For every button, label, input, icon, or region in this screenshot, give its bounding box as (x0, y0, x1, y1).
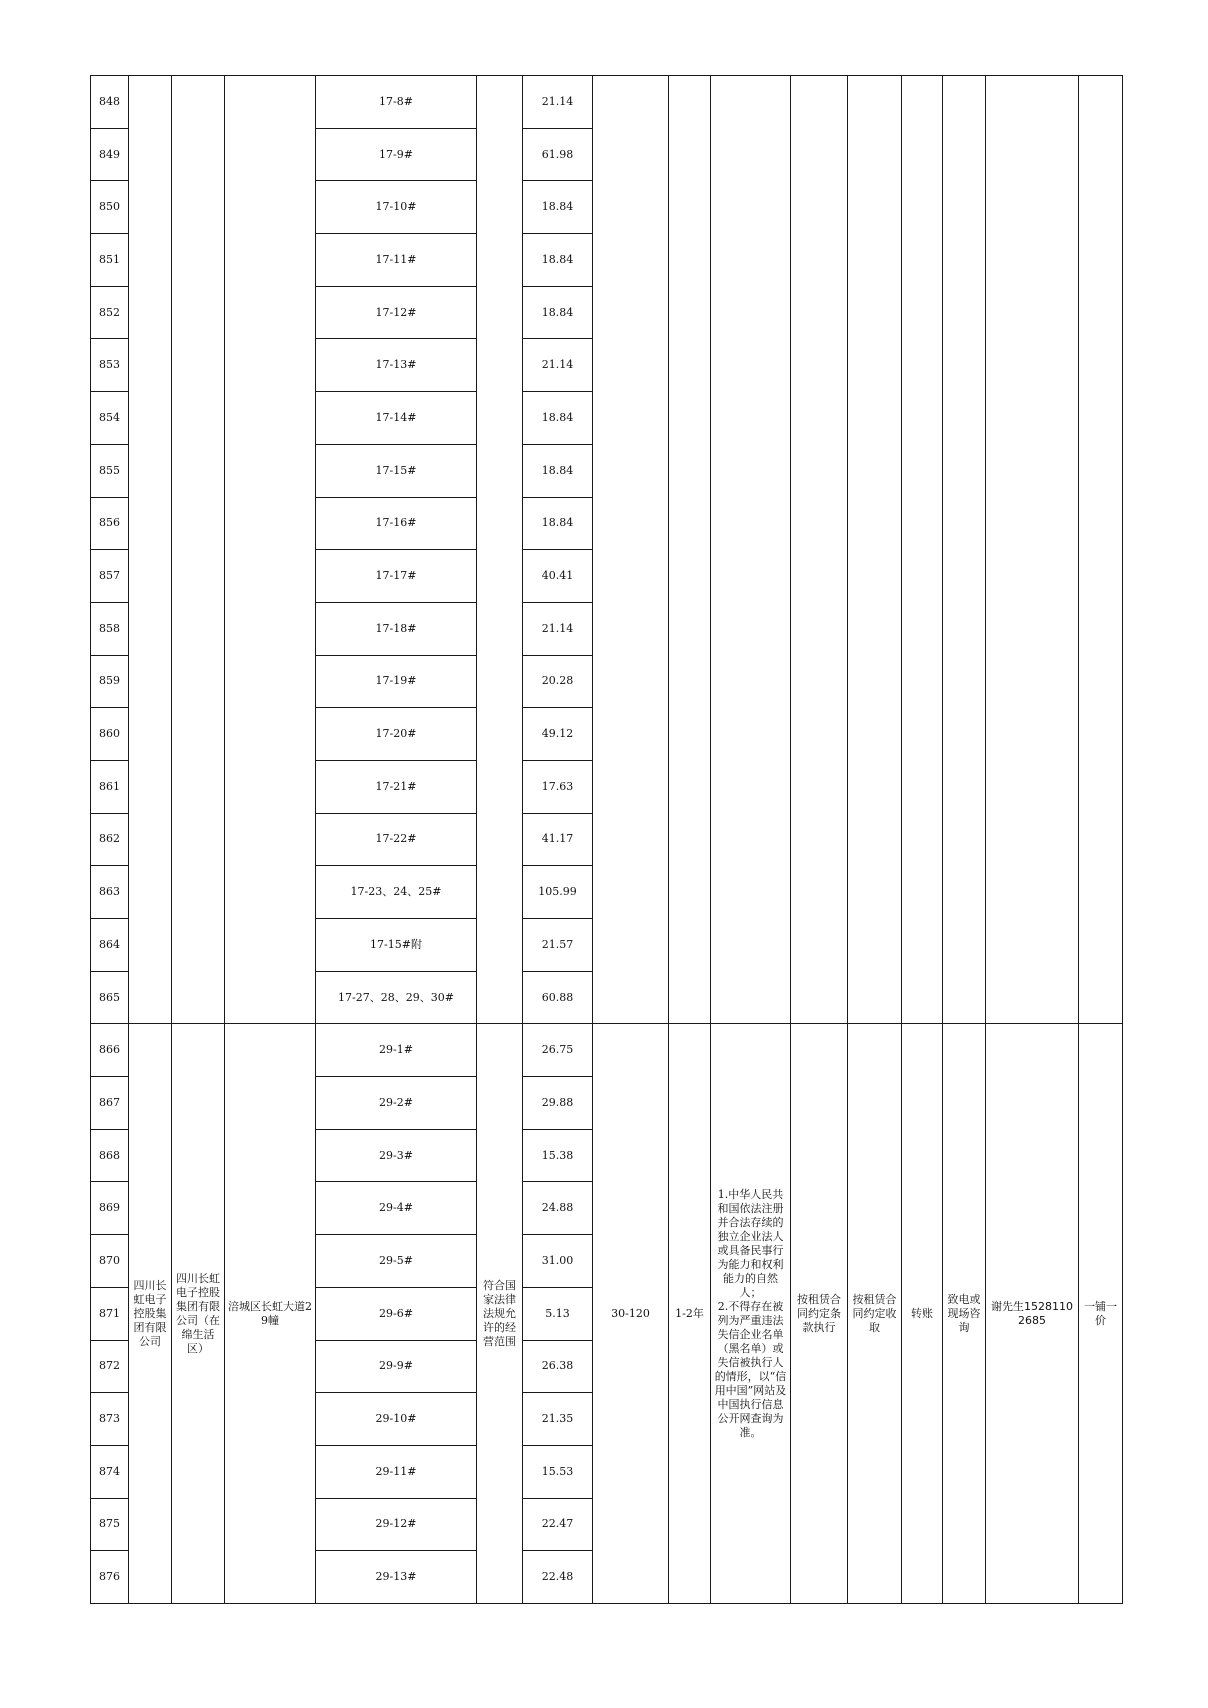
table-row (91, 1024, 1123, 1077)
row-number: 860 (91, 708, 129, 761)
unit-number: 17-15#附 (316, 919, 477, 972)
collection-cell: 按租赁合同约定收取 (848, 1024, 902, 1604)
unit-area: 18.84 (523, 286, 593, 339)
unit-number: 17-9# (316, 128, 477, 181)
scope-cell: 符合国家法律法规允许的经营范围 (477, 1024, 523, 1604)
unit-area: 49.12 (523, 708, 593, 761)
payment-cell: 转账 (902, 1024, 943, 1604)
unit-area: 22.48 (523, 1551, 593, 1604)
unit-number: 29-3# (316, 1129, 477, 1182)
unit-area: 18.84 (523, 497, 593, 550)
operator-cell: 四川长虹电子控股集团有限公司（在绵生活区） (172, 1024, 225, 1604)
unit-number: 29-2# (316, 1077, 477, 1130)
contact-cell (986, 76, 1079, 1024)
pricing-cell: 一铺一价 (1079, 1024, 1123, 1604)
row-number: 872 (91, 1340, 129, 1393)
requirement-cell (711, 76, 791, 1024)
unit-number: 29-5# (316, 1235, 477, 1288)
unit-number: 29-11# (316, 1445, 477, 1498)
row-number: 867 (91, 1077, 129, 1130)
unit-number: 17-19# (316, 655, 477, 708)
row-number: 870 (91, 1235, 129, 1288)
unit-number: 29-12# (316, 1498, 477, 1551)
row-number: 868 (91, 1129, 129, 1182)
table-row (91, 76, 1123, 129)
unit-area: 21.14 (523, 602, 593, 655)
row-number: 850 (91, 181, 129, 234)
unit-area: 60.88 (523, 971, 593, 1024)
unit-number: 17-8# (316, 76, 477, 129)
unit-area: 21.35 (523, 1393, 593, 1446)
deposit-cell (791, 76, 848, 1024)
row-number: 851 (91, 234, 129, 287)
unit-area: 15.38 (523, 1129, 593, 1182)
requirement-line: 1.中华人民共和国依法注册并合法存续的独立企业法人或具备民事行为能力和权利能力的自然人； (717, 1187, 784, 1299)
row-number: 859 (91, 655, 129, 708)
unit-area: 18.84 (523, 392, 593, 445)
operator-cell (172, 76, 225, 1024)
row-number: 869 (91, 1182, 129, 1235)
payment-cell (902, 76, 943, 1024)
unit-number: 17-13# (316, 339, 477, 392)
collection-cell (848, 76, 902, 1024)
unit-number: 17-23、24、25# (316, 866, 477, 919)
unit-area: 24.88 (523, 1182, 593, 1235)
unit-number: 29-9# (316, 1340, 477, 1393)
unit-number: 17-27、28、29、30# (316, 971, 477, 1024)
unit-number: 17-12# (316, 286, 477, 339)
unit-area: 26.75 (523, 1024, 593, 1077)
row-number: 864 (91, 919, 129, 972)
row-number: 855 (91, 444, 129, 497)
unit-area: 21.57 (523, 919, 593, 972)
unit-area: 20.28 (523, 655, 593, 708)
row-number: 873 (91, 1393, 129, 1446)
unit-number: 29-4# (316, 1182, 477, 1235)
unit-number: 17-17# (316, 550, 477, 603)
inquiry-cell (943, 76, 986, 1024)
row-number: 876 (91, 1551, 129, 1604)
row-number: 875 (91, 1498, 129, 1551)
owner-cell: 四川长虹电子控股集团有限公司 (129, 1024, 172, 1604)
unit-area: 41.17 (523, 813, 593, 866)
owner-cell (129, 76, 172, 1024)
row-number: 871 (91, 1287, 129, 1340)
contact-cell: 谢先生15281102685 (986, 1024, 1079, 1604)
row-number: 861 (91, 760, 129, 813)
row-number: 856 (91, 497, 129, 550)
row-number: 874 (91, 1445, 129, 1498)
row-number: 852 (91, 286, 129, 339)
unit-area: 61.98 (523, 128, 593, 181)
row-number: 862 (91, 813, 129, 866)
row-number: 853 (91, 339, 129, 392)
unit-area: 17.63 (523, 760, 593, 813)
term-cell: 1-2年 (669, 1024, 711, 1604)
unit-area: 26.38 (523, 1340, 593, 1393)
unit-area: 18.84 (523, 234, 593, 287)
unit-area: 105.99 (523, 866, 593, 919)
unit-area: 29.88 (523, 1077, 593, 1130)
unit-area: 18.84 (523, 444, 593, 497)
requirement-cell (711, 1024, 791, 1604)
unit-area: 21.14 (523, 339, 593, 392)
row-number: 865 (91, 971, 129, 1024)
unit-number: 17-10# (316, 181, 477, 234)
unit-number: 29-6# (316, 1287, 477, 1340)
unit-number: 17-16# (316, 497, 477, 550)
location-cell: 涪城区长虹大道29幢 (225, 1024, 316, 1604)
requirement-line: 2.不得存在被列为严重违法失信企业名单（黑名单）或失信被执行人的情形，以“信用中国”网站及中国执行信息公开网查询为准。 (714, 1299, 787, 1439)
term-cell (669, 76, 711, 1024)
lease-table (90, 75, 1123, 1604)
unit-number: 29-1# (316, 1024, 477, 1077)
unit-area: 18.84 (523, 181, 593, 234)
rent-cell: 30-120 (593, 1024, 669, 1604)
rent-cell (593, 76, 669, 1024)
pricing-cell (1079, 76, 1123, 1024)
unit-area: 40.41 (523, 550, 593, 603)
row-number: 858 (91, 602, 129, 655)
unit-number: 29-13# (316, 1551, 477, 1604)
deposit-cell: 按租赁合同约定条款执行 (791, 1024, 848, 1604)
row-number: 854 (91, 392, 129, 445)
unit-number: 17-20# (316, 708, 477, 761)
row-number: 866 (91, 1024, 129, 1077)
unit-area: 21.14 (523, 76, 593, 129)
unit-number: 17-11# (316, 234, 477, 287)
row-number: 857 (91, 550, 129, 603)
unit-number: 17-21# (316, 760, 477, 813)
unit-number: 17-18# (316, 602, 477, 655)
row-number: 863 (91, 866, 129, 919)
row-number: 849 (91, 128, 129, 181)
unit-number: 29-10# (316, 1393, 477, 1446)
inquiry-cell: 致电或现场咨询 (943, 1024, 986, 1604)
unit-area: 15.53 (523, 1445, 593, 1498)
location-cell (225, 76, 316, 1024)
unit-number: 17-14# (316, 392, 477, 445)
unit-number: 17-22# (316, 813, 477, 866)
scope-cell (477, 76, 523, 1024)
unit-area: 22.47 (523, 1498, 593, 1551)
unit-number: 17-15# (316, 444, 477, 497)
unit-area: 5.13 (523, 1287, 593, 1340)
unit-area: 31.00 (523, 1235, 593, 1288)
row-number: 848 (91, 76, 129, 129)
